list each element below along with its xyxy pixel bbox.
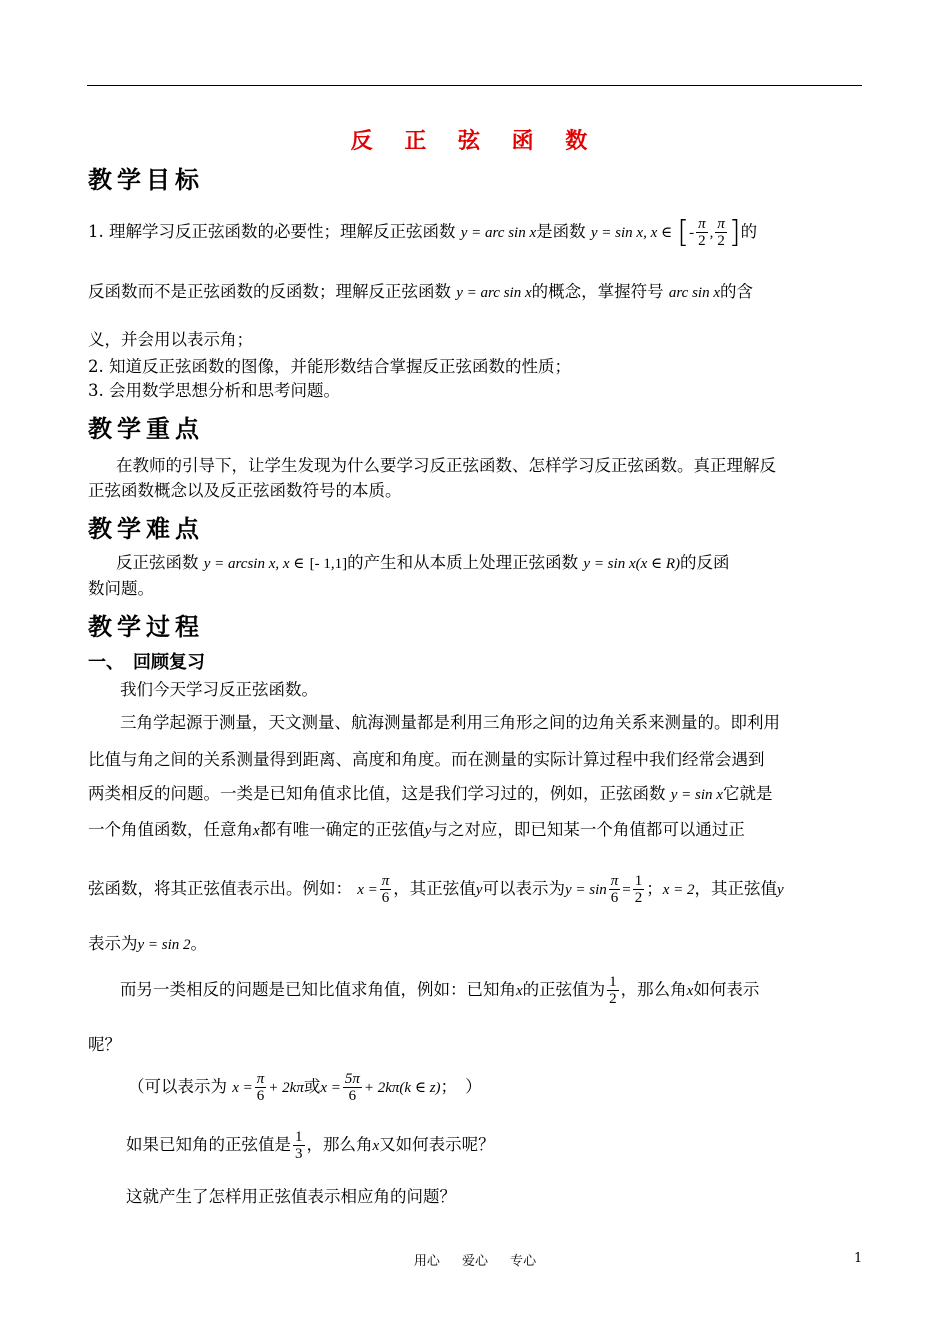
math: y: [777, 882, 784, 898]
text: 又如何表示呢？: [379, 1135, 495, 1154]
review-p2-l4: [88, 816, 745, 840]
text: 反正弦函数: [116, 553, 199, 572]
text: 是函数: [536, 222, 586, 241]
text: ，那么角: [620, 980, 687, 999]
text: 的反函: [680, 553, 730, 572]
math: x =: [357, 882, 378, 898]
page-footer: [0, 1250, 950, 1269]
goals-line-1: 1. 理解学习反正弦函数的必要性；理解反正弦函数 y = arc sin x是函数 y = sin x, x ∈ [- $\frac{\pi}{2}$ , $\frac{\pi}{2}$ ]的: [88, 214, 758, 250]
heading-difficulties: 教学难点: [88, 515, 204, 543]
review-p2-l3: [88, 780, 772, 804]
math: (x ∈ R): [635, 556, 681, 572]
text: 弦函数，将其正弦值表示出。例如：: [88, 879, 352, 898]
text: 如何表示: [693, 980, 760, 999]
fraction: $\frac{\pi}{6}$: [610, 873, 619, 906]
footer-text: 爱心: [461, 1254, 488, 1269]
math: =: [622, 882, 631, 898]
math: x: [516, 983, 523, 999]
fraction: $\frac{1}{3}$: [295, 1129, 303, 1162]
diff-line-1: [116, 549, 730, 573]
text: ，其正弦值: [393, 879, 476, 898]
math: y = arc sin x: [460, 225, 537, 241]
text: ；: [646, 879, 663, 898]
text: （可以表示为: [128, 1077, 227, 1096]
heading-review: 一、 回顾复习: [88, 652, 205, 673]
math: arc sin x: [668, 285, 720, 301]
goals-line-5: 3. 会用数学思想分析和思考问题。: [88, 381, 340, 400]
math: y = sin: [564, 882, 607, 898]
math: x: [253, 823, 260, 839]
goals-line-3: 义，并会用以表示角；: [88, 330, 253, 349]
key-line-2: 正弦函数概念以及反正弦函数符号的本质。: [88, 481, 402, 500]
text: 的含: [720, 282, 753, 301]
review-p4: [128, 1071, 482, 1104]
minus: -: [689, 225, 695, 241]
text: 表示为: [88, 934, 138, 953]
page-title: 反 正 弦 函 数: [350, 129, 600, 154]
text: 的: [740, 222, 758, 241]
math: y = sin x: [670, 787, 723, 803]
text: 反函数而不是正弦函数的反函数；理解反正弦函数: [88, 282, 451, 301]
math: y: [475, 882, 483, 898]
bracket-left: [: [677, 214, 690, 250]
goals-line-4: 2. 知道反正弦函数的图像，并能形数结合掌握反正弦函数的性质；: [88, 357, 571, 376]
fraction: $\frac{\pi}{6}$: [256, 1071, 265, 1104]
fraction: $\frac{\pi}{6}$: [381, 873, 390, 906]
math: y = arcsin x, x ∈: [203, 556, 305, 572]
math: + 2kπ: [268, 1080, 304, 1096]
math: y = sin x: [583, 556, 636, 572]
text: 与之对应，即已知某一个角值都可以通过正: [431, 820, 745, 839]
fraction: $\frac{1}{2}$: [634, 873, 643, 906]
text: 。: [190, 934, 208, 953]
review-p3-l1: [120, 974, 759, 1007]
review-p5: [126, 1129, 495, 1162]
math: y = arc sin x: [456, 285, 532, 301]
review-p1: 我们今天学习反正弦函数。: [120, 680, 318, 699]
footer-text: 用心: [413, 1254, 440, 1269]
math: x =: [320, 1080, 341, 1096]
text: ，其正弦值: [694, 879, 778, 898]
text: 而另一类相反的问题是已知比值求角值，例如：已知角: [120, 980, 516, 999]
math: + 2kπ(k ∈ z): [363, 1080, 441, 1096]
math: x: [686, 983, 694, 999]
footer-text: 专心: [510, 1254, 537, 1269]
text: ； ）: [440, 1077, 482, 1096]
review-p2-l2: 比值与角之间的关系测量得到距离、高度和角度。而在测量的实际计算过程中我们经常会遇到: [88, 750, 765, 769]
math: x =: [232, 1080, 253, 1096]
text: 都有唯一确定的正弦值: [259, 820, 425, 839]
math: y: [424, 823, 432, 839]
review-p2-l6: [88, 930, 207, 954]
text: ，那么角: [306, 1135, 373, 1154]
bracket-right: ]: [728, 214, 741, 250]
text: 1. 理解学习反正弦函数的必要性；理解反正弦函数: [88, 222, 456, 241]
goals-line-2: [88, 278, 753, 302]
text: 一个角值函数，任意角: [88, 820, 253, 839]
diff-line-2: 数问题。: [88, 579, 154, 598]
heading-process: 教学过程: [88, 613, 204, 641]
text: 的正弦值为: [522, 980, 606, 999]
page-number: 1: [854, 1251, 863, 1266]
math: y = sin 2: [137, 937, 191, 953]
math: x: [372, 1138, 380, 1154]
fraction: $\frac{\pi}{2}$: [717, 216, 725, 249]
key-line-1: 在教师的引导下，让学生发现为什么要学习反正弦函数、怎样学习反正弦函数。真正理解反: [116, 456, 776, 475]
heading-key-points: 教学重点: [88, 415, 204, 443]
text: 可以表示为: [482, 879, 565, 898]
text: 它就是: [722, 784, 773, 803]
top-rule: [87, 85, 862, 86]
text: 的概念，掌握符号: [531, 282, 664, 301]
fraction: $\frac{1}{2}$: [609, 974, 617, 1007]
text: 的产生和从本质上处理正弦函数: [347, 553, 579, 572]
review-p3-l2: 呢？: [88, 1035, 121, 1054]
review-p2-l1: 三角学起源于测量，天文测量、航海测量都是利用三角形之间的边角关系来测量的。即利用: [120, 713, 780, 732]
text: 如果已知角的正弦值是: [126, 1135, 291, 1154]
interval: [- 1,1]: [309, 556, 348, 572]
fraction: $\frac{\pi}{2}$: [698, 216, 706, 249]
review-p2-l5: [88, 873, 784, 906]
math: x = 2: [662, 882, 695, 898]
fraction: $\frac{5\pi}{6}$: [344, 1071, 360, 1104]
text: 两类相反的问题。一类是已知角值求比值，这是我们学习过的，例如，正弦函数: [88, 784, 666, 803]
text: 或: [303, 1077, 321, 1096]
review-p6: 这就产生了怎样用正弦值表示相应角的问题？: [126, 1187, 456, 1206]
heading-goals: 教学目标: [88, 166, 204, 194]
math: y = sin x, x ∈: [590, 225, 673, 241]
